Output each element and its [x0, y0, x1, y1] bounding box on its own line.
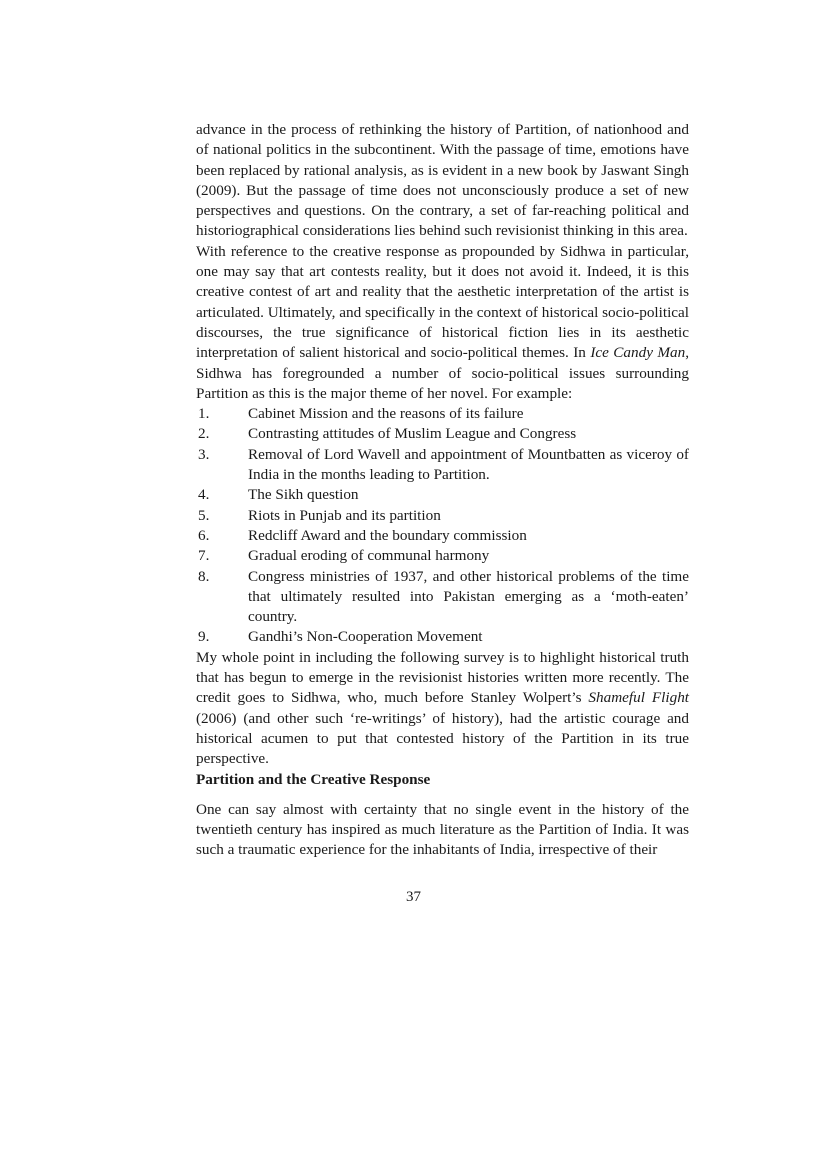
paragraph-3 [196, 648, 689, 770]
paragraph-3-text-b: (2006) (and other such ‘re-writings’ of history), had the artistic courage and historical acumen to put that contested history of the Partition in its true perspective. [196, 709, 689, 768]
paragraph-3-text-a: My whole point in including the following survey is to highlight historical truth that has begun to emerge in the revisionist histories written more recently. The credit goes to Sidhwa, who, much before Stanley Wolpert’s [196, 648, 689, 707]
paragraph-2-text-a: With reference to the creative response as propounded by Sidhwa in particular, one may say that art contests reality, but it does not avoid it. Indeed, it is this creative contest of art and reality that the aesthetic interpretation of the artist is articulated. Ultimately, and specifically in the context of historical socio-political discourses, the true significance of historical fiction lies in its aesthetic interpretation of salient historical and socio-political themes. In [196, 242, 689, 362]
list-item-text: Congress ministries of 1937, and other historical problems of the time that ultimately resulted into Pakistan emerging as a ‘moth-eaten’ country. [248, 567, 689, 626]
list-item [196, 627, 689, 647]
issues-list [196, 404, 689, 648]
list-item [196, 506, 689, 526]
paragraph-2-text-b: , Sidhwa has foregrounded a number of socio-political issues surrounding Partition as this is the major theme of her novel. For example: [196, 344, 690, 402]
list-item [196, 424, 689, 444]
list-item [196, 445, 689, 486]
list-item-text: The Sikh question [248, 486, 359, 504]
list-item-number: 5. [198, 506, 210, 524]
list-item-text: Contrasting attitudes of Muslim League and Congress [248, 425, 577, 443]
paragraph-2 [196, 242, 689, 404]
list-item-text: Removal of Lord Wavell and appointment of Mountbatten as viceroy of India in the months leading to Partition. [248, 445, 689, 484]
list-item-text: Gandhi’s Non-Cooperation Movement [248, 628, 483, 646]
list-item-number: 1. [198, 405, 210, 423]
list-item [196, 567, 689, 628]
list-item [196, 404, 689, 424]
list-item-number: 7. [198, 547, 210, 565]
list-item-number: 9. [198, 628, 210, 646]
book-title-shameful-flight: Shameful Flight [588, 689, 690, 707]
list-item-text: Gradual eroding of communal harmony [248, 547, 490, 565]
section-heading: Partition and the Creative Response [196, 770, 431, 788]
paragraph-4: One can say almost with certainty that no single event in the history of the twentieth century has inspired as much literature as the Partition of India. It was such a traumatic experience for the inhabitants of India, irrespective of their [196, 800, 689, 859]
list-item-number: 3. [198, 445, 210, 463]
list-item-number: 2. [198, 425, 210, 443]
list-item [196, 526, 689, 546]
list-item-number: 4. [198, 486, 210, 504]
list-item-number: 6. [198, 526, 210, 544]
list-item-number: 8. [198, 567, 210, 585]
novel-title-ice-candy-man: Ice Candy Man [590, 344, 686, 362]
list-item-text: Redcliff Award and the boundary commission [248, 526, 527, 544]
list-item [196, 485, 689, 505]
list-item [196, 546, 689, 566]
list-item-text: Cabinet Mission and the reasons of its failure [248, 405, 524, 423]
page-body [196, 120, 689, 861]
list-item-text: Riots in Punjab and its partition [248, 506, 441, 524]
paragraph-1: advance in the process of rethinking the history of Partition, of nationhood and of national politics in the subcontinent. With the passage of time, emotions have been replaced by rational analysis, as is evident in a new book by Jaswant Singh (2009). But the passage of time does not unconsciously produce a set of new perspectives and questions. On the contrary, a set of far-reaching political and historiographical considerations lies behind such revisionist thinking in this area. [196, 121, 689, 240]
page-number: 37 [406, 889, 421, 905]
